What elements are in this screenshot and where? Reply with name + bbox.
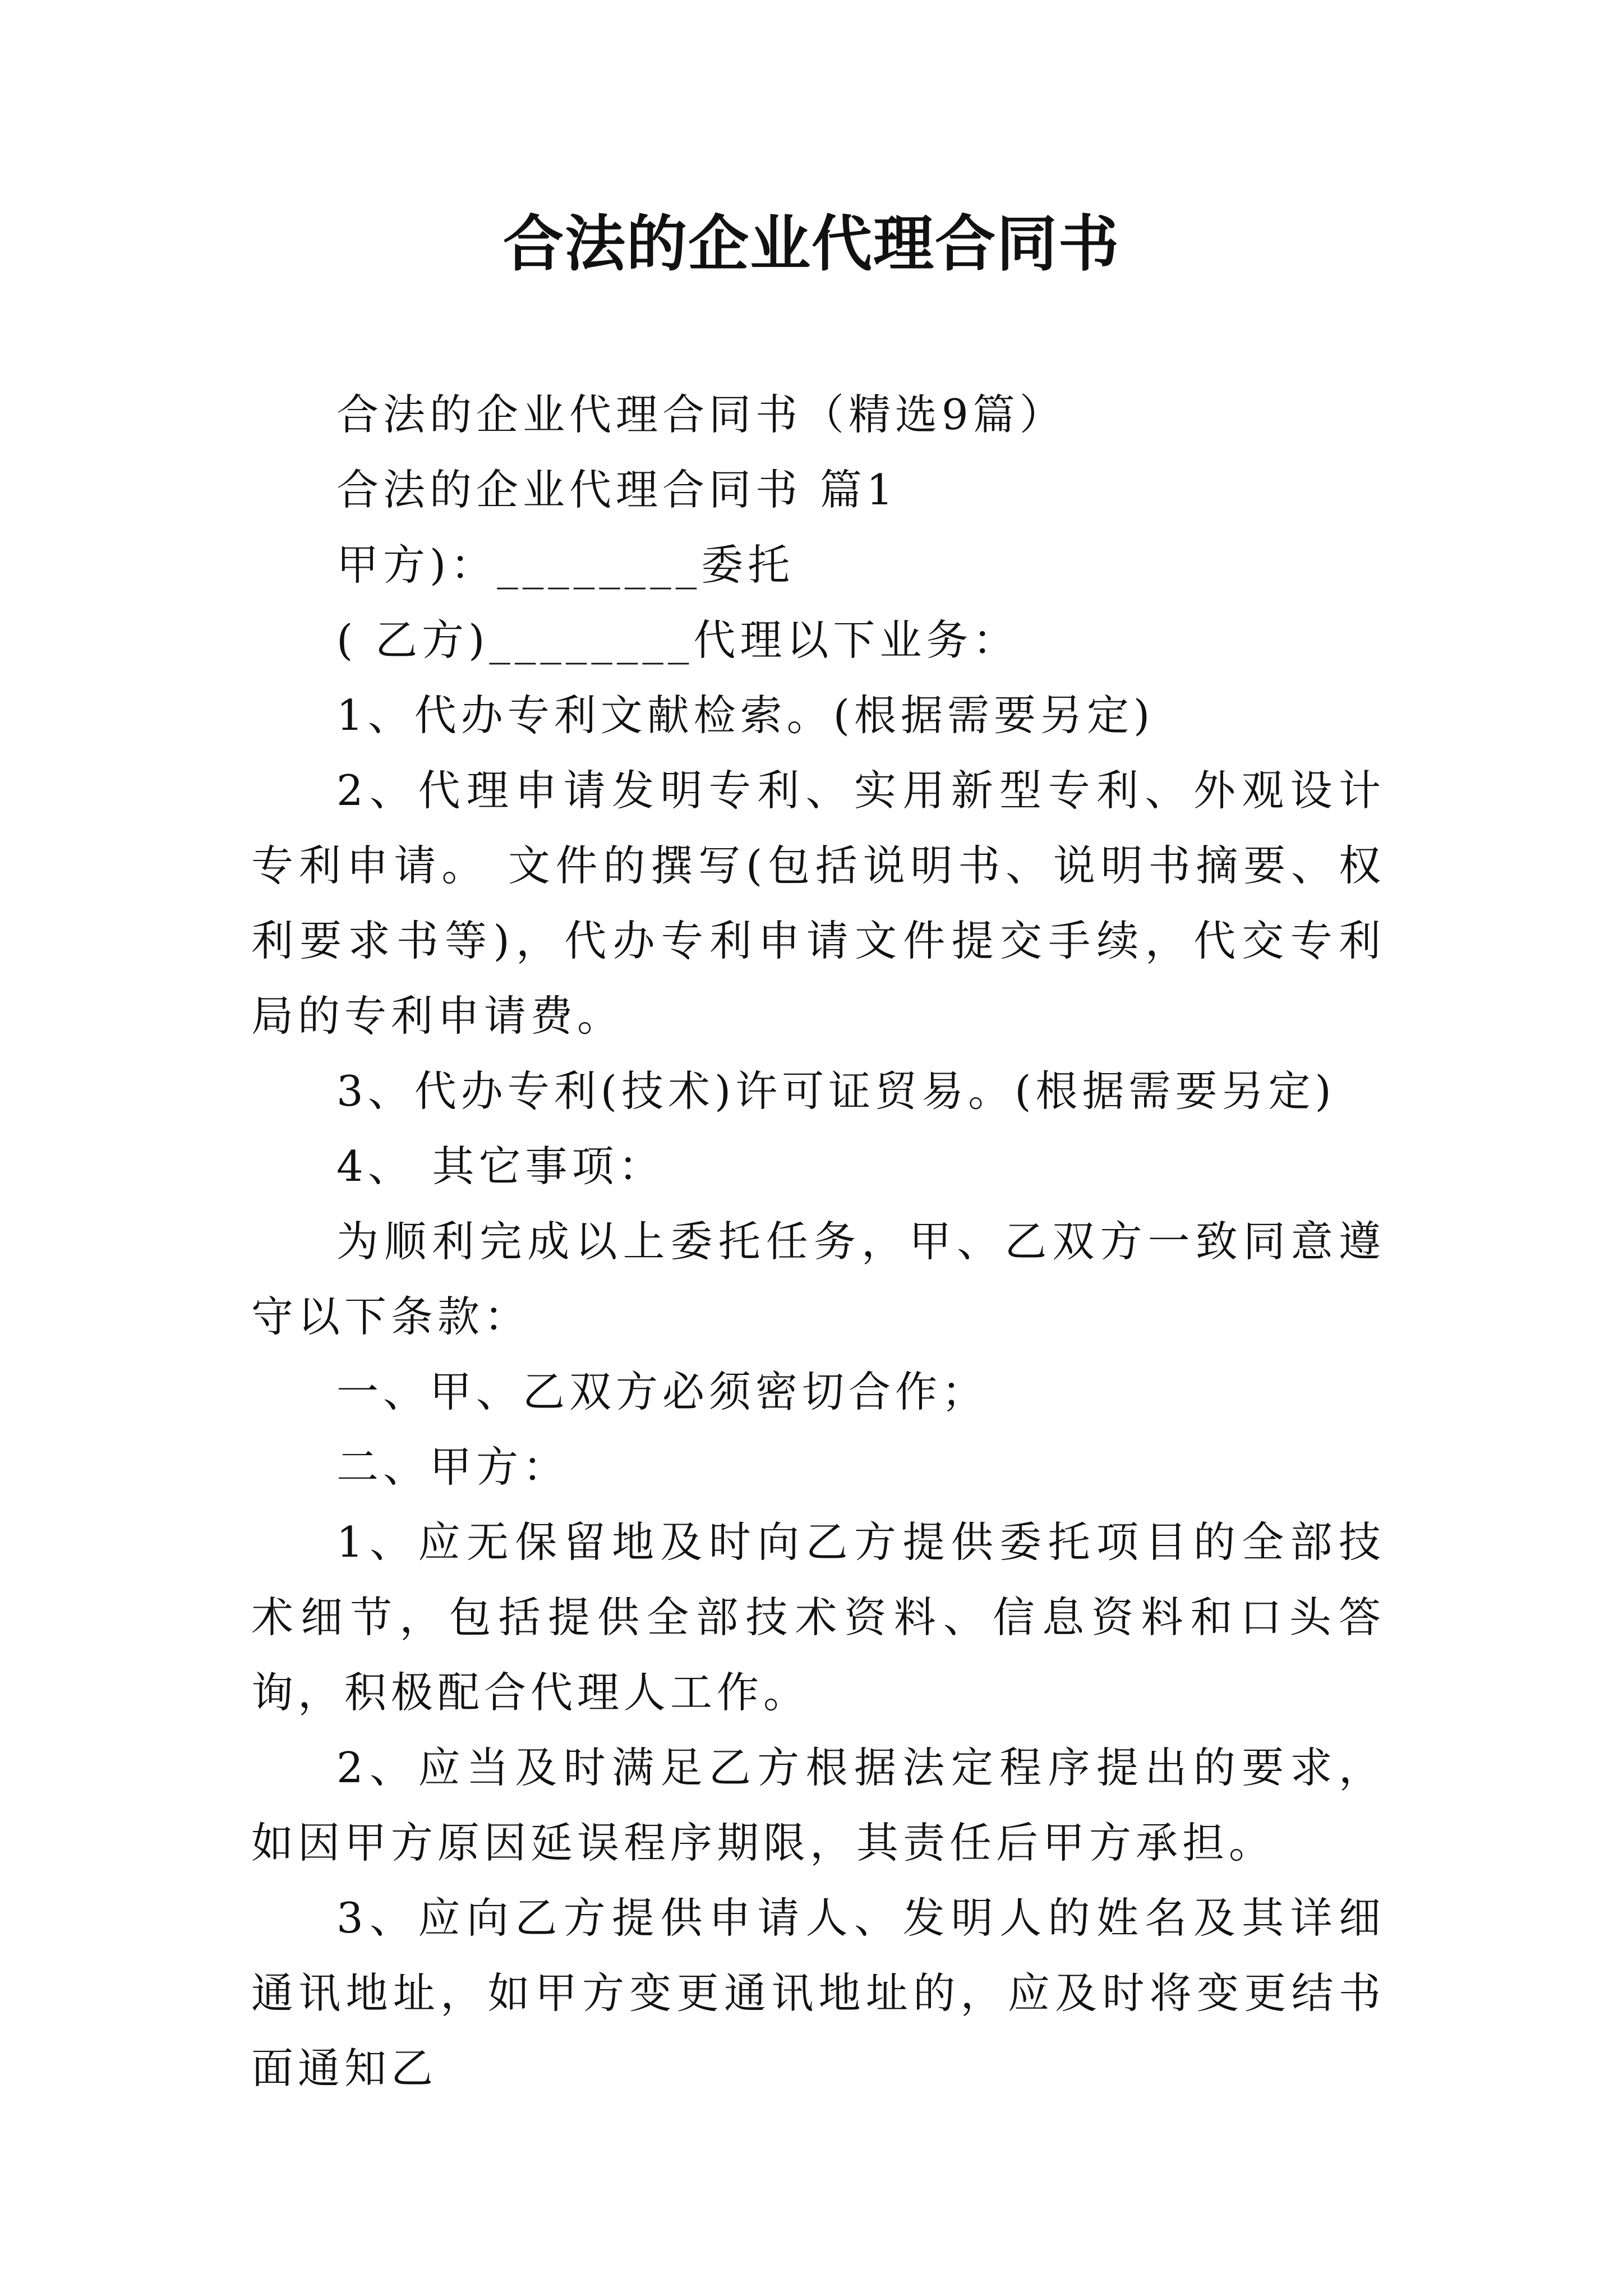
document-body: [251, 377, 1385, 2106]
paragraph: 合法的企业代理合同书 篇1: [336, 465, 898, 514]
paragraph: 3、应向乙方提供申请人、发明人的姓名及其详细通讯地址，如甲方变更通讯地址的，应及时将变更结书面通知乙: [251, 1893, 1385, 2093]
paragraph: 合法的企业代理合同书（精选9篇）: [336, 390, 1066, 439]
paragraph: 2、应当及时满足乙方根据法定程序提出的要求，如因甲方原因延误程序期限，其责任后甲方承担。: [251, 1743, 1385, 1867]
paragraph: 3、代办专利(技术)许可证贸易。(根据需要另定): [336, 1066, 1336, 1116]
paragraph: 1、代办专利文献检索。(根据需要另定): [336, 691, 1155, 740]
paragraph: ( 乙方)________代理以下业务：: [336, 615, 1020, 665]
paragraph: 二、甲方：: [336, 1442, 570, 1492]
paragraph: 1、应无保留地及时向乙方提供委托项目的全部技术细节，包括提供全部技术资料、信息资料和口头答询，积极配合代理人工作。: [251, 1517, 1385, 1717]
document-title: 合法的企业代理合同书: [502, 209, 1120, 279]
paragraph: 2、代理申请发明专利、实用新型专利、外观设计专利申请。 文件的撰写(包括说明书、说明书摘要、权利要求书等)，代办专利申请文件提交手续，代交专利局的专利申请费。: [251, 766, 1385, 1041]
paragraph: 为顺利完成以上委托任务，甲、乙双方一致同意遵守以下条款：: [251, 1217, 1385, 1341]
paragraph: 甲方)：________委托: [336, 540, 795, 590]
paragraph: 一、甲、乙双方必须密切合作；: [336, 1367, 989, 1416]
paragraph: 4、 其它事项：: [336, 1142, 665, 1191]
